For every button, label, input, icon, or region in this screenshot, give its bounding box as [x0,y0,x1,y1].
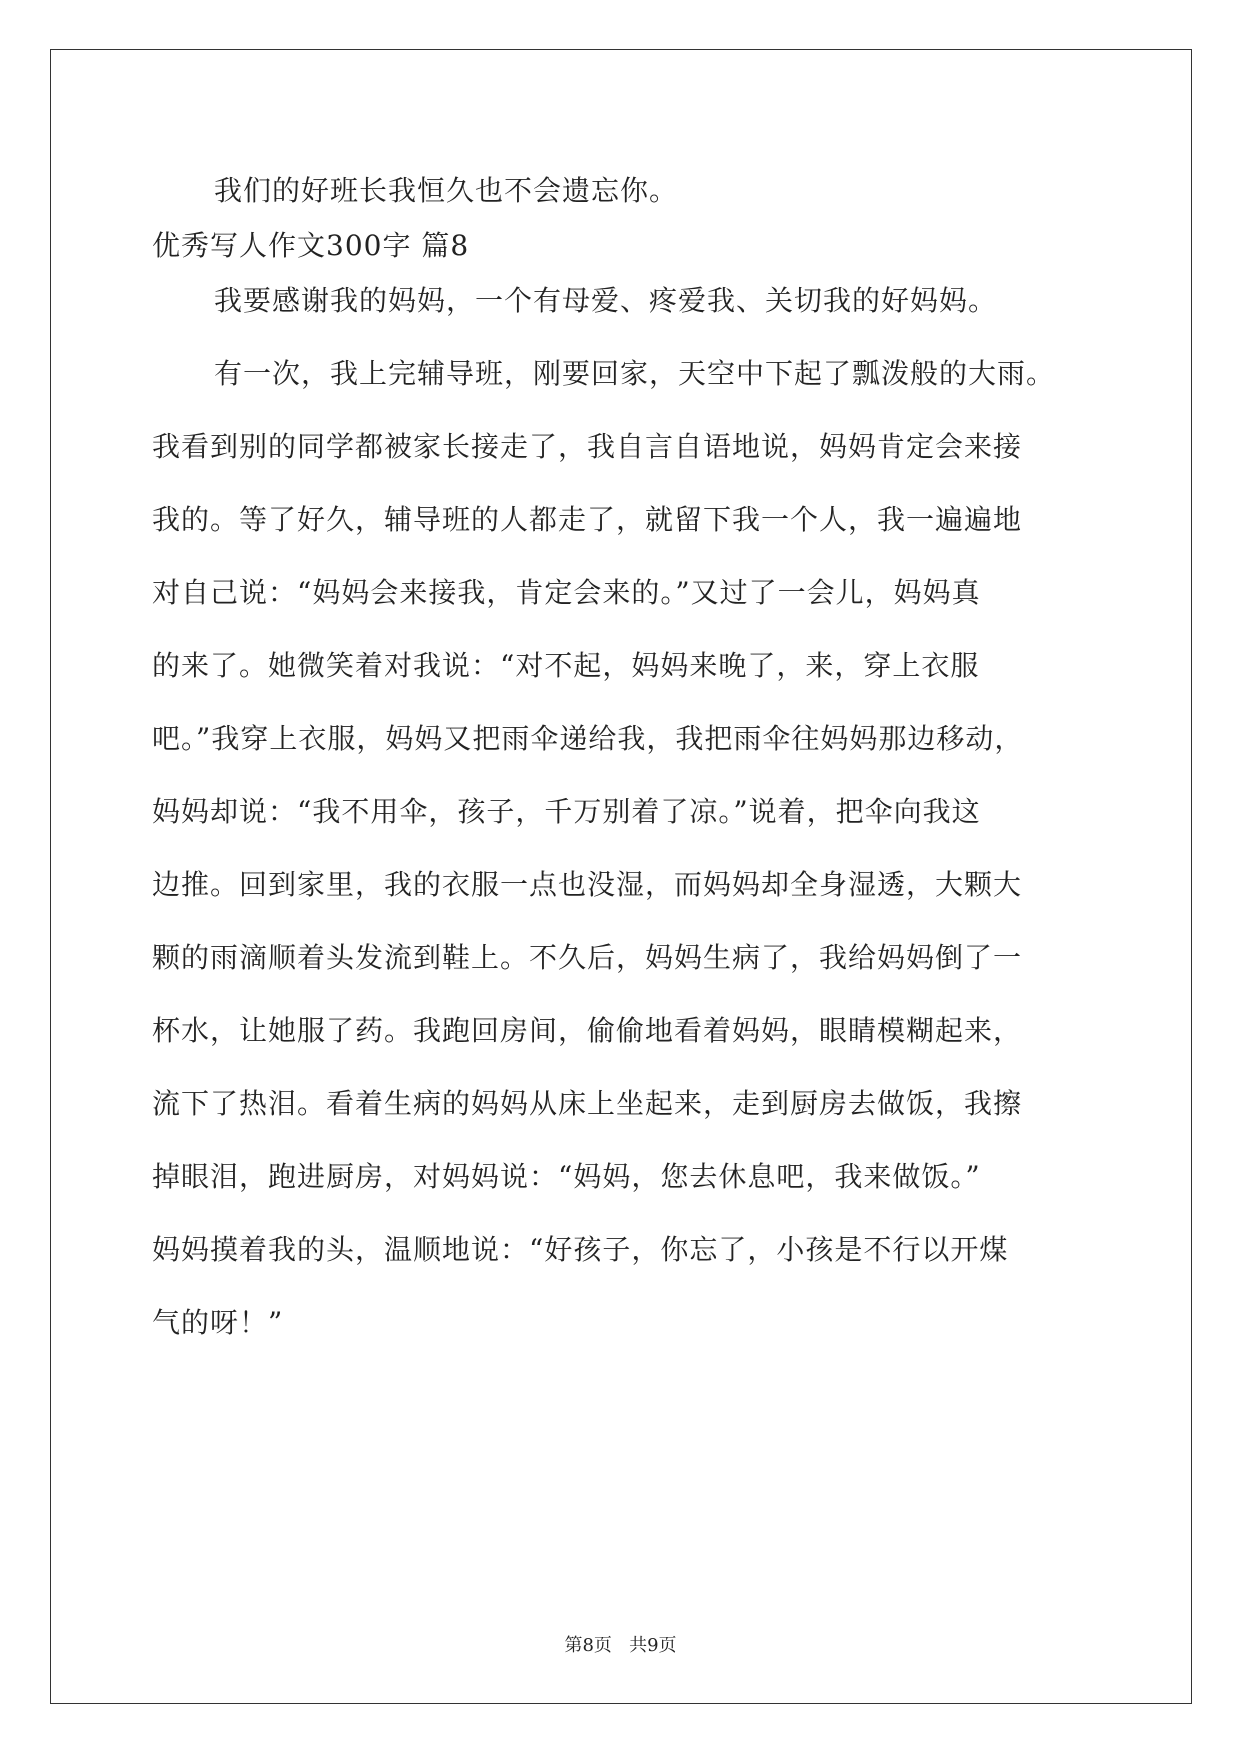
paragraph-line: 流下了热泪。看着生病的妈妈从床上坐起来，走到厨房去做饭，我擦 [152,1087,1023,1120]
paragraph-line: 杯水，让她服了药。我跑回房间，偷偷地看着妈妈，眼睛模糊起来， [152,1014,1023,1047]
paragraph-line: 妈妈却说：“我不用伞，孩子，千万别着了凉。”说着，把伞向我这 [152,795,981,828]
paragraph-line: 的来了。她微笑着对我说：“对不起，妈妈来晚了，来，穿上衣服 [152,649,980,682]
paragraph-line: 吧。”我穿上衣服，妈妈又把雨伞递给我，我把雨伞往妈妈那边移动， [152,722,1024,755]
paragraph-line: 气的呀！” [152,1306,284,1339]
section-heading: 优秀写人作文300字 篇8 [152,229,470,262]
paragraph-line: 对自己说：“妈妈会来接我，肯定会来的。”又过了一会儿，妈妈真 [152,576,981,609]
paragraph-line: 妈妈摸着我的头，温顺地说：“好孩子，你忘了，小孩是不行以开煤 [152,1233,1009,1266]
paragraph-line: 有一次，我上完辅导班，刚要回家，天空中下起了瓢泼般的大雨。 [214,357,1056,390]
paragraph-line: 我的。等了好久，辅导班的人都走了，就留下我一个人，我一遍遍地 [152,503,1023,536]
paragraph-line: 我看到别的同学都被家长接走了，我自言自语地说，妈妈肯定会来接 [152,430,1023,463]
paragraph-line: 我们的好班长我恒久也不会遗忘你。 [214,174,679,207]
paragraph-line: 颗的雨滴顺着头发流到鞋上。不久后，妈妈生病了，我给妈妈倒了一 [152,941,1023,974]
paragraph-line: 掉眼泪，跑进厨房，对妈妈说：“妈妈，您去休息吧，我来做饭。” [152,1160,981,1193]
paragraph-line: 我要感谢我的妈妈，一个有母爱、疼爱我、关切我的好妈妈。 [214,284,998,317]
paragraph-line: 边推。回到家里，我的衣服一点也没湿，而妈妈却全身湿透，大颗大 [152,868,1023,901]
page-number-footer: 第8页 共9页 [564,1635,677,1656]
